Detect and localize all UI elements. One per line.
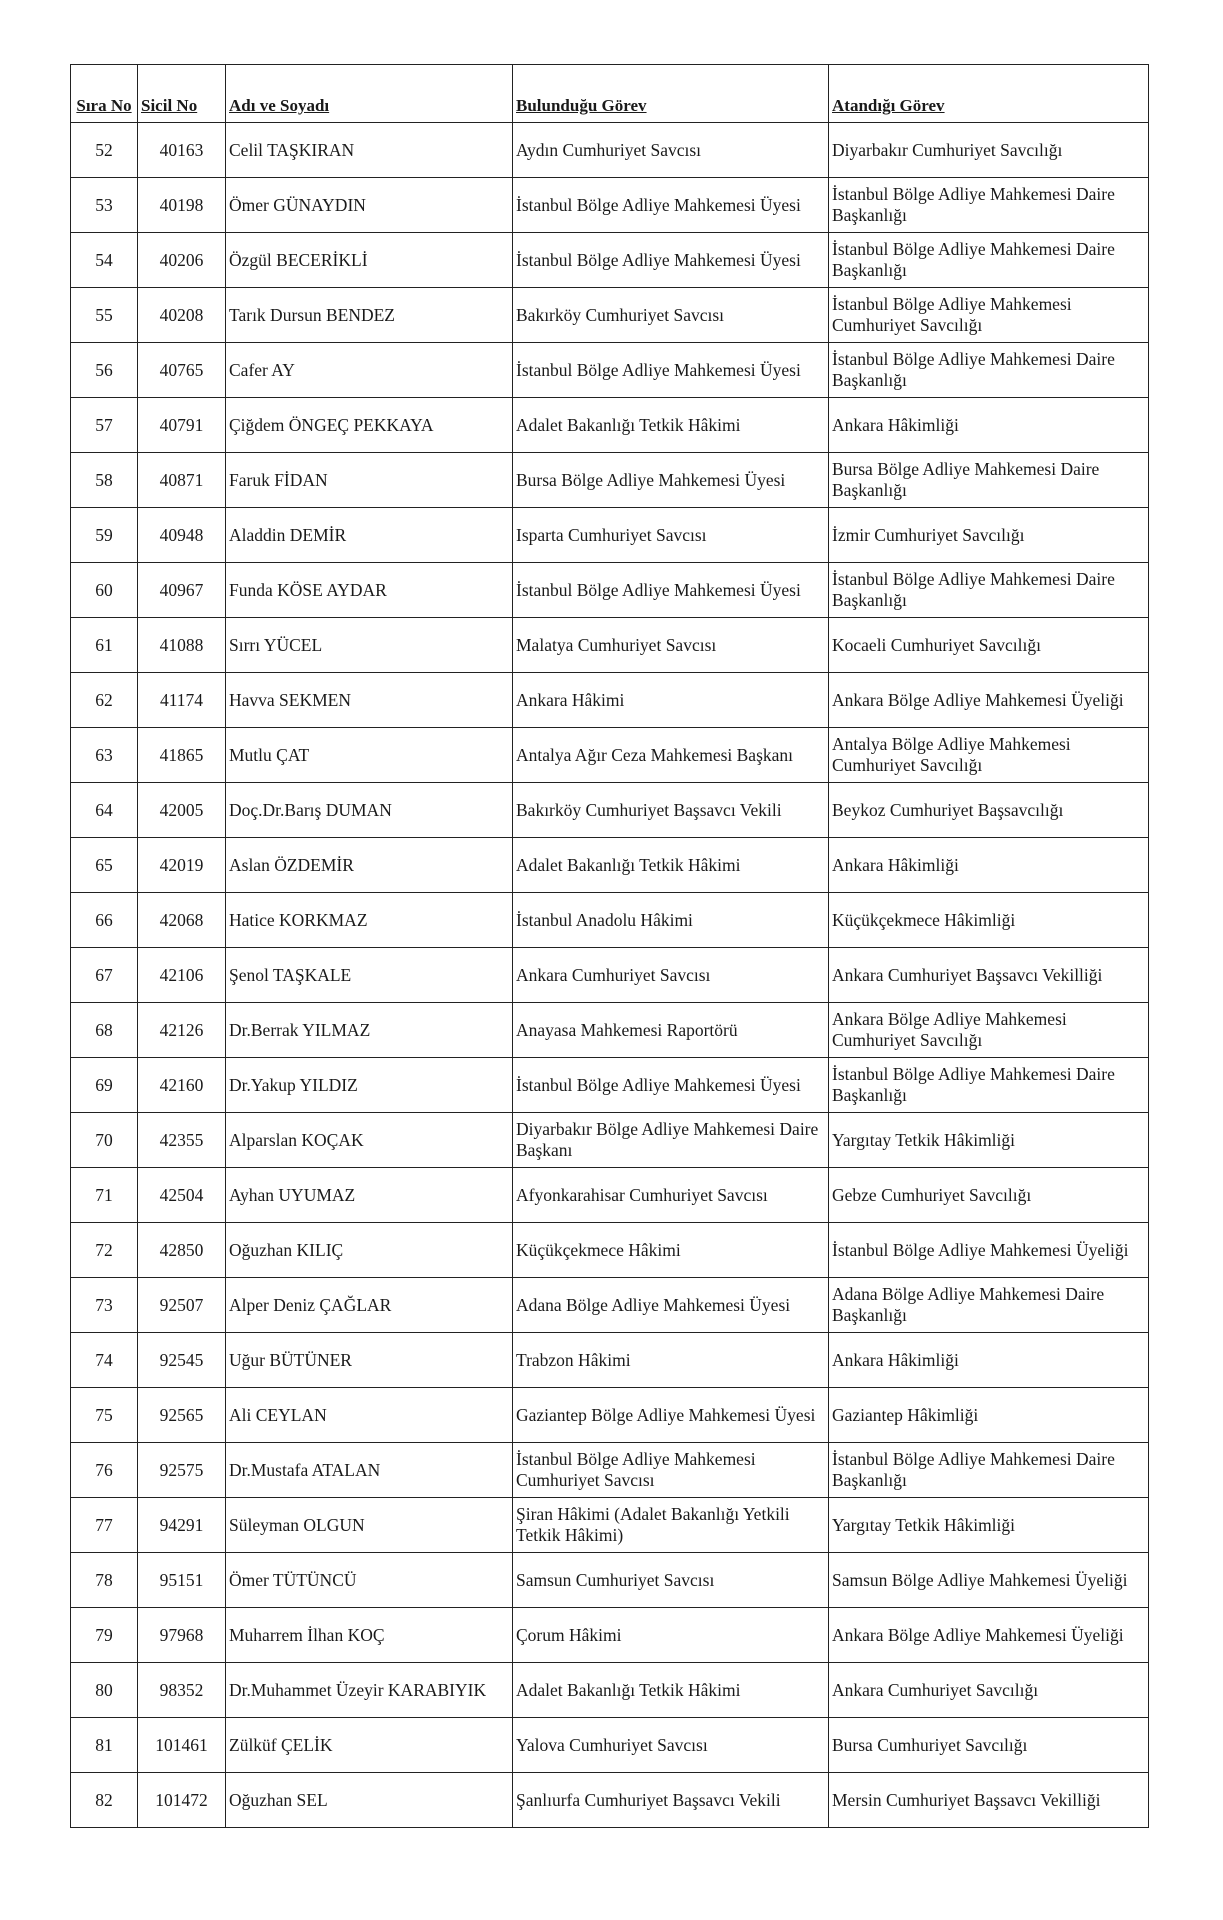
table-row — [71, 1553, 1149, 1608]
cell-sicil-no: 40765 — [138, 343, 226, 398]
cell-sicil-no: 92575 — [138, 1443, 226, 1498]
cell-sicil-no: 92545 — [138, 1333, 226, 1388]
cell-bulundugu-gorev: Adalet Bakanlığı Tetkik Hâkimi — [513, 398, 829, 453]
cell-sicil-no: 42126 — [138, 1003, 226, 1058]
table-row — [71, 1718, 1149, 1773]
cell-bulundugu-gorev: Samsun Cumhuriyet Savcısı — [513, 1553, 829, 1608]
cell-adi-soyadi: Dr.Muhammet Üzeyir KARABIYIK — [226, 1663, 513, 1718]
table-row — [71, 563, 1149, 618]
cell-atandigi-gorev: İstanbul Bölge Adliye Mahkemesi Cumhuriyet Savcılığı — [829, 288, 1149, 343]
cell-bulundugu-gorev: Aydın Cumhuriyet Savcısı — [513, 123, 829, 178]
cell-sira-no: 62 — [71, 673, 138, 728]
cell-sira-no: 61 — [71, 618, 138, 673]
cell-sira-no: 67 — [71, 948, 138, 1003]
cell-atandigi-gorev: Antalya Bölge Adliye Mahkemesi Cumhuriyet Savcılığı — [829, 728, 1149, 783]
header-bulundugu-gorev: Bulunduğu Görev — [513, 65, 829, 123]
table-row — [71, 948, 1149, 1003]
cell-atandigi-gorev: Ankara Hâkimliği — [829, 1333, 1149, 1388]
cell-adi-soyadi: Süleyman OLGUN — [226, 1498, 513, 1553]
table-row — [71, 838, 1149, 893]
cell-bulundugu-gorev: İstanbul Anadolu Hâkimi — [513, 893, 829, 948]
table-row — [71, 1333, 1149, 1388]
cell-atandigi-gorev: Kocaeli Cumhuriyet Savcılığı — [829, 618, 1149, 673]
cell-sira-no: 63 — [71, 728, 138, 783]
cell-bulundugu-gorev: Ankara Hâkimi — [513, 673, 829, 728]
cell-adi-soyadi: Hatice KORKMAZ — [226, 893, 513, 948]
cell-sira-no: 71 — [71, 1168, 138, 1223]
cell-atandigi-gorev: İzmir Cumhuriyet Savcılığı — [829, 508, 1149, 563]
cell-adi-soyadi: Oğuzhan SEL — [226, 1773, 513, 1828]
cell-atandigi-gorev: Ankara Cumhuriyet Savcılığı — [829, 1663, 1149, 1718]
cell-sicil-no: 94291 — [138, 1498, 226, 1553]
appointment-table — [70, 64, 1149, 1828]
cell-sicil-no: 40948 — [138, 508, 226, 563]
cell-atandigi-gorev: Beykoz Cumhuriyet Başsavcılığı — [829, 783, 1149, 838]
cell-adi-soyadi: Funda KÖSE AYDAR — [226, 563, 513, 618]
cell-adi-soyadi: Doç.Dr.Barış DUMAN — [226, 783, 513, 838]
table-body — [71, 123, 1149, 1828]
cell-adi-soyadi: Alparslan KOÇAK — [226, 1113, 513, 1168]
cell-atandigi-gorev: Ankara Bölge Adliye Mahkemesi Cumhuriyet Savcılığı — [829, 1003, 1149, 1058]
table-row — [71, 288, 1149, 343]
cell-adi-soyadi: Havva SEKMEN — [226, 673, 513, 728]
cell-atandigi-gorev: Ankara Hâkimliği — [829, 398, 1149, 453]
cell-adi-soyadi: Ali CEYLAN — [226, 1388, 513, 1443]
cell-adi-soyadi: Zülküf ÇELİK — [226, 1718, 513, 1773]
cell-bulundugu-gorev: Malatya Cumhuriyet Savcısı — [513, 618, 829, 673]
cell-atandigi-gorev: Bursa Bölge Adliye Mahkemesi Daire Başkanlığı — [829, 453, 1149, 508]
cell-bulundugu-gorev: Trabzon Hâkimi — [513, 1333, 829, 1388]
cell-bulundugu-gorev: İstanbul Bölge Adliye Mahkemesi Üyesi — [513, 233, 829, 288]
cell-atandigi-gorev: Ankara Bölge Adliye Mahkemesi Üyeliği — [829, 1608, 1149, 1663]
cell-sicil-no: 40198 — [138, 178, 226, 233]
cell-adi-soyadi: Cafer AY — [226, 343, 513, 398]
cell-sicil-no: 92507 — [138, 1278, 226, 1333]
table-row — [71, 1663, 1149, 1718]
cell-sicil-no: 42504 — [138, 1168, 226, 1223]
cell-bulundugu-gorev: Ankara Cumhuriyet Savcısı — [513, 948, 829, 1003]
cell-adi-soyadi: Dr.Yakup YILDIZ — [226, 1058, 513, 1113]
cell-sira-no: 76 — [71, 1443, 138, 1498]
cell-atandigi-gorev: İstanbul Bölge Adliye Mahkemesi Daire Başkanlığı — [829, 1058, 1149, 1113]
cell-sira-no: 78 — [71, 1553, 138, 1608]
cell-adi-soyadi: Sırrı YÜCEL — [226, 618, 513, 673]
cell-bulundugu-gorev: Bakırköy Cumhuriyet Başsavcı Vekili — [513, 783, 829, 838]
cell-atandigi-gorev: Adana Bölge Adliye Mahkemesi Daire Başkanlığı — [829, 1278, 1149, 1333]
cell-adi-soyadi: Ömer GÜNAYDIN — [226, 178, 513, 233]
cell-sicil-no: 40967 — [138, 563, 226, 618]
cell-atandigi-gorev: Yargıtay Tetkik Hâkimliği — [829, 1113, 1149, 1168]
cell-atandigi-gorev: İstanbul Bölge Adliye Mahkemesi Daire Başkanlığı — [829, 343, 1149, 398]
cell-bulundugu-gorev: Gaziantep Bölge Adliye Mahkemesi Üyesi — [513, 1388, 829, 1443]
cell-atandigi-gorev: İstanbul Bölge Adliye Mahkemesi Daire Başkanlığı — [829, 233, 1149, 288]
cell-sira-no: 56 — [71, 343, 138, 398]
cell-adi-soyadi: Aslan ÖZDEMİR — [226, 838, 513, 893]
table-row — [71, 343, 1149, 398]
cell-sicil-no: 98352 — [138, 1663, 226, 1718]
cell-atandigi-gorev: Gaziantep Hâkimliği — [829, 1388, 1149, 1443]
cell-sira-no: 52 — [71, 123, 138, 178]
cell-sicil-no: 101461 — [138, 1718, 226, 1773]
cell-adi-soyadi: Oğuzhan KILIÇ — [226, 1223, 513, 1278]
table-row — [71, 178, 1149, 233]
cell-adi-soyadi: Alper Deniz ÇAĞLAR — [226, 1278, 513, 1333]
cell-atandigi-gorev: Bursa Cumhuriyet Savcılığı — [829, 1718, 1149, 1773]
table-row — [71, 1388, 1149, 1443]
cell-sira-no: 73 — [71, 1278, 138, 1333]
table-row — [71, 1278, 1149, 1333]
cell-bulundugu-gorev: Çorum Hâkimi — [513, 1608, 829, 1663]
cell-bulundugu-gorev: İstanbul Bölge Adliye Mahkemesi Cumhuriyet Savcısı — [513, 1443, 829, 1498]
cell-atandigi-gorev: İstanbul Bölge Adliye Mahkemesi Daire Başkanlığı — [829, 178, 1149, 233]
cell-sira-no: 65 — [71, 838, 138, 893]
cell-bulundugu-gorev: İstanbul Bölge Adliye Mahkemesi Üyesi — [513, 563, 829, 618]
cell-sicil-no: 40791 — [138, 398, 226, 453]
table-row — [71, 1498, 1149, 1553]
cell-bulundugu-gorev: Isparta Cumhuriyet Savcısı — [513, 508, 829, 563]
cell-sira-no: 60 — [71, 563, 138, 618]
table-row — [71, 123, 1149, 178]
cell-sira-no: 79 — [71, 1608, 138, 1663]
table-row — [71, 783, 1149, 838]
cell-atandigi-gorev: Gebze Cumhuriyet Savcılığı — [829, 1168, 1149, 1223]
cell-adi-soyadi: Celil TAŞKIRAN — [226, 123, 513, 178]
cell-sicil-no: 92565 — [138, 1388, 226, 1443]
table-row — [71, 728, 1149, 783]
cell-sicil-no: 42068 — [138, 893, 226, 948]
cell-sira-no: 69 — [71, 1058, 138, 1113]
cell-sira-no: 81 — [71, 1718, 138, 1773]
cell-atandigi-gorev: Yargıtay Tetkik Hâkimliği — [829, 1498, 1149, 1553]
cell-sira-no: 64 — [71, 783, 138, 838]
table-row — [71, 1773, 1149, 1828]
cell-sira-no: 82 — [71, 1773, 138, 1828]
cell-atandigi-gorev: Küçükçekmece Hâkimliği — [829, 893, 1149, 948]
table-row — [71, 1003, 1149, 1058]
cell-sicil-no: 41088 — [138, 618, 226, 673]
cell-bulundugu-gorev: Bursa Bölge Adliye Mahkemesi Üyesi — [513, 453, 829, 508]
cell-atandigi-gorev: İstanbul Bölge Adliye Mahkemesi Daire Başkanlığı — [829, 1443, 1149, 1498]
table-row — [71, 398, 1149, 453]
cell-bulundugu-gorev: Afyonkarahisar Cumhuriyet Savcısı — [513, 1168, 829, 1223]
cell-sicil-no: 95151 — [138, 1553, 226, 1608]
cell-bulundugu-gorev: Antalya Ağır Ceza Mahkemesi Başkanı — [513, 728, 829, 783]
table-header-row — [71, 65, 1149, 123]
cell-sira-no: 74 — [71, 1333, 138, 1388]
table-row — [71, 1168, 1149, 1223]
cell-sira-no: 66 — [71, 893, 138, 948]
cell-sicil-no: 42019 — [138, 838, 226, 893]
cell-sicil-no: 42355 — [138, 1113, 226, 1168]
table-row — [71, 1608, 1149, 1663]
table-row — [71, 508, 1149, 563]
table-row — [71, 1443, 1149, 1498]
cell-sicil-no: 40206 — [138, 233, 226, 288]
table-row — [71, 233, 1149, 288]
header-sicil-no: Sicil No — [138, 65, 226, 123]
table-row — [71, 1113, 1149, 1168]
cell-adi-soyadi: Mutlu ÇAT — [226, 728, 513, 783]
cell-sicil-no: 42850 — [138, 1223, 226, 1278]
table-row — [71, 673, 1149, 728]
cell-sicil-no: 42106 — [138, 948, 226, 1003]
cell-atandigi-gorev: İstanbul Bölge Adliye Mahkemesi Üyeliği — [829, 1223, 1149, 1278]
cell-bulundugu-gorev: Küçükçekmece Hâkimi — [513, 1223, 829, 1278]
cell-sira-no: 59 — [71, 508, 138, 563]
cell-sicil-no: 40208 — [138, 288, 226, 343]
cell-bulundugu-gorev: Şanlıurfa Cumhuriyet Başsavcı Vekili — [513, 1773, 829, 1828]
cell-bulundugu-gorev: Adalet Bakanlığı Tetkik Hâkimi — [513, 838, 829, 893]
cell-adi-soyadi: Çiğdem ÖNGEÇ PEKKAYA — [226, 398, 513, 453]
cell-bulundugu-gorev: Bakırköy Cumhuriyet Savcısı — [513, 288, 829, 343]
cell-atandigi-gorev: Mersin Cumhuriyet Başsavcı Vekilliği — [829, 1773, 1149, 1828]
cell-atandigi-gorev: Ankara Cumhuriyet Başsavcı Vekilliği — [829, 948, 1149, 1003]
cell-adi-soyadi: Özgül BECERİKLİ — [226, 233, 513, 288]
cell-sira-no: 54 — [71, 233, 138, 288]
cell-bulundugu-gorev: Adalet Bakanlığı Tetkik Hâkimi — [513, 1663, 829, 1718]
cell-sira-no: 72 — [71, 1223, 138, 1278]
cell-atandigi-gorev: Ankara Hâkimliği — [829, 838, 1149, 893]
cell-sicil-no: 101472 — [138, 1773, 226, 1828]
cell-bulundugu-gorev: İstanbul Bölge Adliye Mahkemesi Üyesi — [513, 1058, 829, 1113]
cell-adi-soyadi: Uğur BÜTÜNER — [226, 1333, 513, 1388]
table-row — [71, 1223, 1149, 1278]
cell-sira-no: 57 — [71, 398, 138, 453]
cell-adi-soyadi: Aladdin DEMİR — [226, 508, 513, 563]
cell-sira-no: 58 — [71, 453, 138, 508]
cell-sicil-no: 97968 — [138, 1608, 226, 1663]
cell-bulundugu-gorev: Anayasa Mahkemesi Raportörü — [513, 1003, 829, 1058]
cell-sira-no: 53 — [71, 178, 138, 233]
cell-sicil-no: 42160 — [138, 1058, 226, 1113]
cell-bulundugu-gorev: Şiran Hâkimi (Adalet Bakanlığı Yetkili Tetkik Hâkimi) — [513, 1498, 829, 1553]
cell-sira-no: 55 — [71, 288, 138, 343]
cell-sira-no: 75 — [71, 1388, 138, 1443]
cell-sicil-no: 40871 — [138, 453, 226, 508]
table-row — [71, 893, 1149, 948]
cell-adi-soyadi: Faruk FİDAN — [226, 453, 513, 508]
cell-bulundugu-gorev: İstanbul Bölge Adliye Mahkemesi Üyesi — [513, 178, 829, 233]
cell-sira-no: 68 — [71, 1003, 138, 1058]
cell-atandigi-gorev: Samsun Bölge Adliye Mahkemesi Üyeliği — [829, 1553, 1149, 1608]
cell-adi-soyadi: Muharrem İlhan KOÇ — [226, 1608, 513, 1663]
cell-atandigi-gorev: Diyarbakır Cumhuriyet Savcılığı — [829, 123, 1149, 178]
cell-bulundugu-gorev: Diyarbakır Bölge Adliye Mahkemesi Daire Başkanı — [513, 1113, 829, 1168]
cell-sicil-no: 41174 — [138, 673, 226, 728]
cell-adi-soyadi: Dr.Berrak YILMAZ — [226, 1003, 513, 1058]
cell-adi-soyadi: Şenol TAŞKALE — [226, 948, 513, 1003]
cell-bulundugu-gorev: İstanbul Bölge Adliye Mahkemesi Üyesi — [513, 343, 829, 398]
cell-sira-no: 70 — [71, 1113, 138, 1168]
table-row — [71, 618, 1149, 673]
header-atandigi-gorev: Atandığı Görev — [829, 65, 1149, 123]
cell-bulundugu-gorev: Adana Bölge Adliye Mahkemesi Üyesi — [513, 1278, 829, 1333]
cell-atandigi-gorev: Ankara Bölge Adliye Mahkemesi Üyeliği — [829, 673, 1149, 728]
cell-sira-no: 77 — [71, 1498, 138, 1553]
cell-bulundugu-gorev: Yalova Cumhuriyet Savcısı — [513, 1718, 829, 1773]
cell-sicil-no: 42005 — [138, 783, 226, 838]
header-adi-soyadi: Adı ve Soyadı — [226, 65, 513, 123]
header-sira-no: Sıra No — [71, 65, 138, 123]
cell-adi-soyadi: Dr.Mustafa ATALAN — [226, 1443, 513, 1498]
cell-adi-soyadi: Ömer TÜTÜNCÜ — [226, 1553, 513, 1608]
cell-sicil-no: 40163 — [138, 123, 226, 178]
table-row — [71, 1058, 1149, 1113]
table-row — [71, 453, 1149, 508]
cell-sira-no: 80 — [71, 1663, 138, 1718]
cell-atandigi-gorev: İstanbul Bölge Adliye Mahkemesi Daire Başkanlığı — [829, 563, 1149, 618]
cell-adi-soyadi: Tarık Dursun BENDEZ — [226, 288, 513, 343]
cell-sicil-no: 41865 — [138, 728, 226, 783]
cell-adi-soyadi: Ayhan UYUMAZ — [226, 1168, 513, 1223]
